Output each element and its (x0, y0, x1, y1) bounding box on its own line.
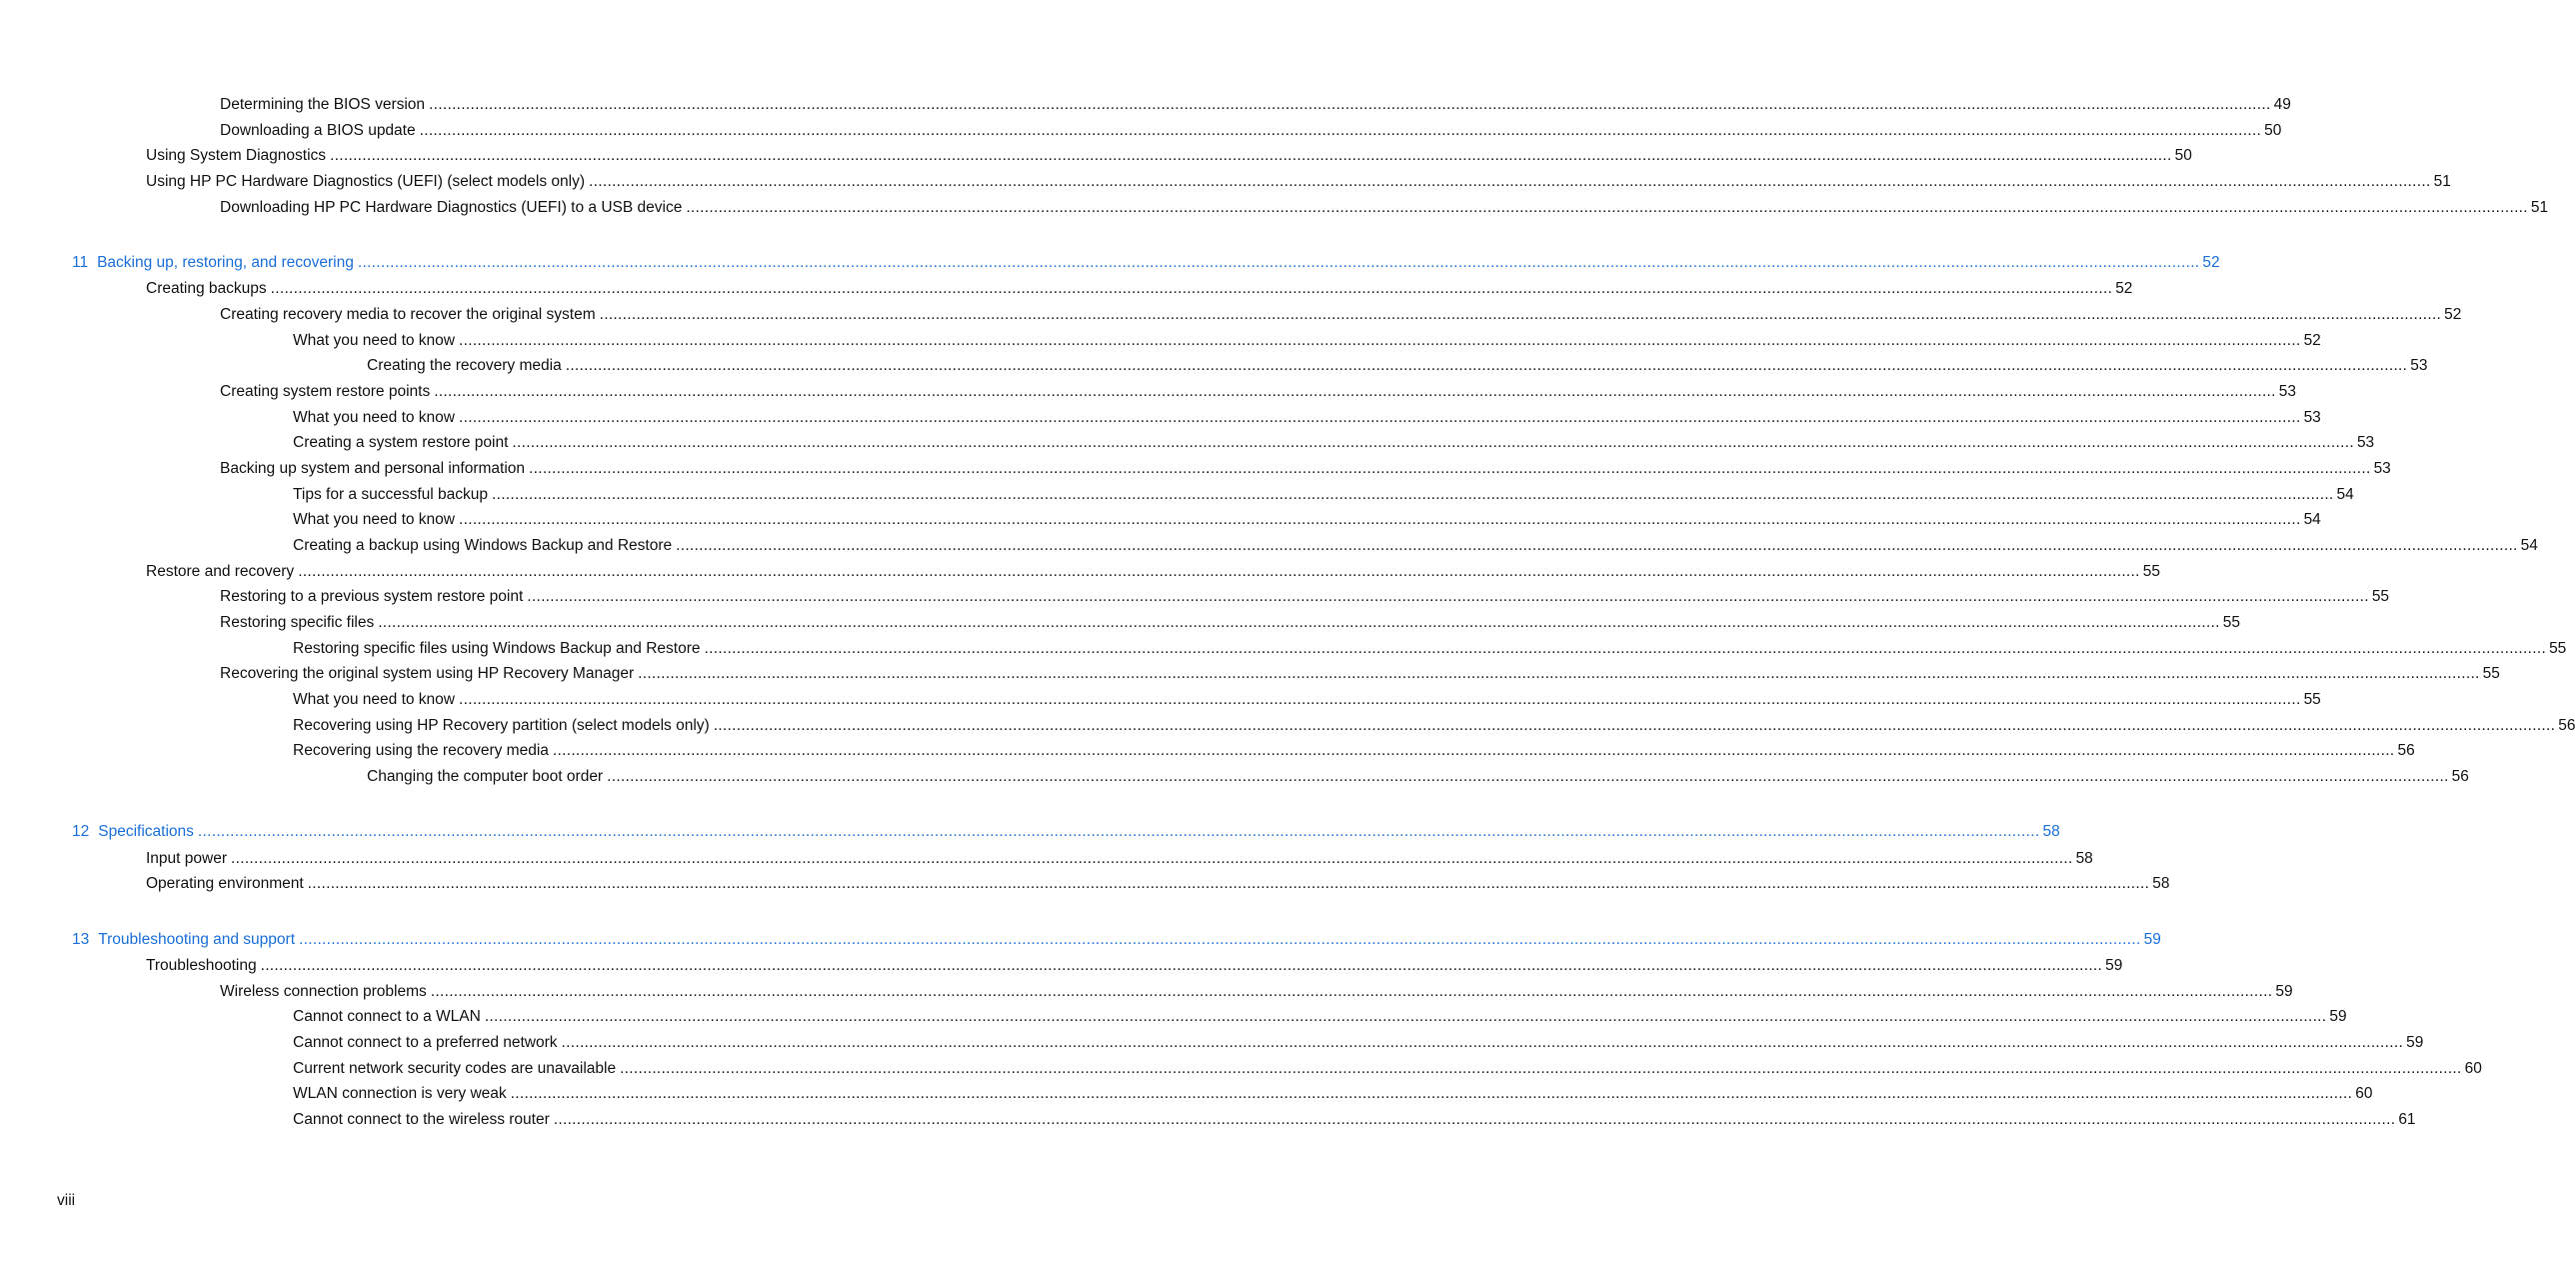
toc-entry[interactable] (220, 382, 2297, 402)
toc-entry-text: Changing the computer boot order (367, 768, 604, 785)
toc-entry[interactable] (146, 172, 2451, 192)
dot-leader: ................................................................................................................................................................................................................................................................................................................................................................................................................ (378, 614, 2220, 631)
toc-entry-text: Cannot connect to a preferred network (293, 1034, 558, 1051)
dot-leader: ................................................................................................................................................................................................................................................................................................................................................................................................................ (429, 96, 2271, 113)
dot-leader: ................................................................................................................................................................................................................................................................................................................................................................................................................ (565, 357, 2408, 374)
toc-entry[interactable] (293, 1059, 2482, 1079)
toc-entry-text: Tips for a successful backup (293, 486, 488, 503)
dot-leader: ................................................................................................................................................................................................................................................................................................................................................................................................................ (704, 640, 2547, 657)
toc-page-number: 60 (2355, 1085, 2373, 1102)
dot-leader: ................................................................................................................................................................................................................................................................................................................................................................................................................ (270, 280, 2113, 297)
toc-page-number: 53 (2373, 460, 2391, 477)
toc-entry-title (293, 1033, 558, 1053)
toc-page-number: 53 (2303, 409, 2321, 426)
toc-entry-title (293, 408, 455, 428)
dot-leader: ................................................................................................................................................................................................................................................................................................................................................................................................................ (459, 511, 2301, 528)
toc-entry-text: Creating recovery media to recover the original system (220, 306, 596, 323)
toc-entry[interactable] (146, 146, 2192, 166)
toc-entry-title (220, 382, 430, 402)
dot-leader: ................................................................................................................................................................................................................................................................................................................................................................................................................ (686, 199, 2528, 216)
toc-page-number: 59 (2275, 983, 2293, 1000)
toc-page-number: 59 (2406, 1034, 2424, 1051)
toc-entry-title (367, 767, 603, 787)
toc-entry[interactable] (220, 459, 2391, 479)
dot-leader: ................................................................................................................................................................................................................................................................................................................................................................................................................ (589, 173, 2431, 190)
toc-entry-title (293, 741, 549, 761)
dot-leader: ................................................................................................................................................................................................................................................................................................................................................................................................................ (529, 460, 2371, 477)
toc-entry-title (146, 562, 294, 582)
toc-entry-title (293, 1110, 550, 1130)
toc-page-number: 52 (2115, 280, 2133, 297)
toc-entry-title (146, 146, 326, 166)
toc-entry[interactable] (293, 1084, 2373, 1104)
toc-entry[interactable] (293, 690, 2321, 710)
toc-entry-title (293, 716, 710, 736)
toc-entry-title (72, 822, 194, 842)
toc-entry-title (72, 930, 295, 950)
toc-page-number: 55 (2549, 640, 2567, 657)
dot-leader: ................................................................................................................................................................................................................................................................................................................................................................................................................ (620, 1060, 2462, 1077)
toc-page-number: 49 (2273, 96, 2291, 113)
dot-leader: ................................................................................................................................................................................................................................................................................................................................................................................................................ (430, 983, 2273, 1000)
toc-chapter-entry[interactable] (72, 822, 2060, 842)
toc-entry[interactable] (293, 741, 2415, 761)
toc-entry[interactable] (293, 716, 2576, 736)
toc-entry-title (293, 690, 455, 710)
toc-entry-title (220, 305, 596, 325)
toc-entry-text: Operating environment (146, 875, 304, 892)
toc-entry-text: Cannot connect to the wireless router (293, 1111, 550, 1128)
toc-entry-text: Restore and recovery (146, 563, 295, 580)
toc-entry-title (220, 459, 525, 479)
toc-entry[interactable] (146, 849, 2093, 869)
toc-entry-text: What you need to know (293, 332, 455, 349)
toc-page-number: 61 (2398, 1111, 2416, 1128)
toc-page-number: 56 (2397, 742, 2415, 759)
toc-page-number: 55 (2222, 614, 2241, 631)
toc-entry[interactable] (293, 639, 2567, 659)
dot-leader: ................................................................................................................................................................................................................................................................................................................................................................................................................ (197, 823, 2040, 840)
chapter-number: 12 (72, 823, 90, 840)
toc-page-number: 52 (2303, 332, 2321, 349)
toc-entry[interactable] (220, 982, 2293, 1002)
toc-entry[interactable] (146, 279, 2133, 299)
dot-leader: ................................................................................................................................................................................................................................................................................................................................................................................................................ (561, 1034, 2404, 1051)
toc-entry-title (146, 279, 267, 299)
toc-entry-text: Restoring specific files using Windows Backup and Restore (293, 640, 701, 657)
toc-entry-title (293, 485, 488, 505)
toc-entry-title (220, 198, 682, 218)
toc-chapter-entry[interactable] (72, 930, 2161, 950)
toc-entry[interactable] (220, 95, 2291, 115)
toc-page-number: 50 (2174, 147, 2192, 164)
toc-entry-text: Troubleshooting (146, 957, 257, 974)
dot-leader: ................................................................................................................................................................................................................................................................................................................................................................................................................ (607, 768, 2449, 785)
toc-entry-title (146, 849, 227, 869)
toc-entry[interactable] (220, 305, 2462, 325)
dot-leader: ................................................................................................................................................................................................................................................................................................................................................................................................................ (676, 537, 2518, 554)
toc-entry[interactable] (220, 664, 2500, 684)
toc-entry-text: Using HP PC Hardware Diagnostics (UEFI) (select models only) (146, 173, 586, 190)
toc-entry[interactable] (293, 1007, 2347, 1027)
toc-entry[interactable] (293, 485, 2354, 505)
toc-entry-text: Using System Diagnostics (146, 147, 327, 164)
toc-entry-text: What you need to know (293, 409, 455, 426)
toc-page-number: 52 (2202, 254, 2220, 271)
toc-entry-text: Restoring to a previous system restore point (220, 588, 524, 605)
chapter-number: 13 (72, 931, 90, 948)
toc-entry[interactable] (146, 874, 2170, 894)
toc-entry-text: Creating the recovery media (367, 357, 562, 374)
toc-entry-title (293, 433, 508, 453)
toc-entry-text: What you need to know (293, 511, 455, 528)
toc-page-number: 56 (2451, 768, 2469, 785)
toc-entry-text: Cannot connect to a WLAN (293, 1008, 481, 1025)
toc-entry-text: Troubleshooting and support (98, 931, 296, 948)
dot-leader: ................................................................................................................................................................................................................................................................................................................................................................................................................ (459, 332, 2301, 349)
toc-page-number: 59 (2143, 931, 2161, 948)
toc-page-number: 51 (2433, 173, 2451, 190)
toc-entry-title (293, 1007, 481, 1027)
toc-entry[interactable] (220, 587, 2390, 607)
toc-entry[interactable] (293, 1110, 2416, 1130)
dot-leader: ................................................................................................................................................................................................................................................................................................................................................................................................................ (231, 850, 2073, 867)
toc-page-number: 59 (2105, 957, 2123, 974)
toc-page-number: 52 (2444, 306, 2462, 323)
toc-page-number: 58 (2152, 875, 2170, 892)
toc-entry-title (220, 121, 416, 141)
toc-entry-text: Creating system restore points (220, 383, 431, 400)
toc-entry-title (367, 356, 562, 376)
toc-page-number: 59 (2329, 1008, 2347, 1025)
dot-leader: ................................................................................................................................................................................................................................................................................................................................................................................................................ (510, 1085, 2353, 1102)
toc-page-number: 55 (2482, 665, 2500, 682)
toc-entry-text: Recovering using the recovery media (293, 742, 549, 759)
toc-entry[interactable] (220, 198, 2549, 218)
toc-entry-title (220, 664, 634, 684)
dot-leader: ................................................................................................................................................................................................................................................................................................................................................................................................................ (553, 1111, 2396, 1128)
dot-leader: ................................................................................................................................................................................................................................................................................................................................................................................................................ (491, 486, 2334, 503)
toc-entry-text: Downloading HP PC Hardware Diagnostics (UEFI) to a USB device (220, 199, 683, 216)
toc-entry-title (72, 253, 354, 273)
page-number: viii (57, 1192, 76, 1209)
toc-page-number: 54 (2336, 486, 2354, 503)
toc-page-number: 60 (2464, 1060, 2482, 1077)
toc-page-number: 53 (2356, 434, 2375, 451)
toc-entry-text: Current network security codes are unavailable (293, 1060, 617, 1077)
toc-page-number: 56 (2558, 717, 2576, 734)
dot-leader: ................................................................................................................................................................................................................................................................................................................................................................................................................ (638, 665, 2480, 682)
dot-leader: ................................................................................................................................................................................................................................................................................................................................................................................................................ (307, 875, 2150, 892)
dot-leader: ................................................................................................................................................................................................................................................................................................................................................................................................................ (260, 957, 2103, 974)
dot-leader: ................................................................................................................................................................................................................................................................................................................................................................................................................ (713, 717, 2556, 734)
dot-leader: ................................................................................................................................................................................................................................................................................................................................................................................................................ (484, 1008, 2327, 1025)
toc-entry[interactable] (293, 433, 2375, 453)
toc-entry[interactable] (293, 536, 2538, 556)
dot-leader: ................................................................................................................................................................................................................................................................................................................................................................................................................ (512, 434, 2354, 451)
toc-page-number: 55 (2371, 588, 2390, 605)
toc-entry[interactable] (146, 562, 2160, 582)
toc-entry-text: Recovering the original system using HP Recovery Manager (220, 665, 635, 682)
dot-leader: ................................................................................................................................................................................................................................................................................................................................................................................................................ (419, 122, 2262, 139)
toc-entry[interactable] (293, 408, 2321, 428)
toc-entry-text: Backing up, restoring, and recovering (97, 254, 354, 271)
toc-entry[interactable] (293, 510, 2321, 530)
toc-entry-title (220, 982, 427, 1002)
toc-page-number: 54 (2520, 537, 2538, 554)
dot-leader: ................................................................................................................................................................................................................................................................................................................................................................................................................ (599, 306, 2442, 323)
toc-entry-text: Creating a system restore point (293, 434, 509, 451)
dot-leader: ................................................................................................................................................................................................................................................................................................................................................................................................................ (459, 409, 2301, 426)
toc-page-number: 51 (2530, 199, 2549, 216)
toc-entry-title (293, 536, 672, 556)
toc-entry[interactable] (146, 956, 2123, 976)
toc-entry-text: Backing up system and personal information (220, 460, 525, 477)
toc-entry-text: Specifications (98, 823, 194, 840)
toc-entry-text: What you need to know (293, 691, 455, 708)
toc-page-number: 58 (2042, 823, 2060, 840)
dot-leader: ................................................................................................................................................................................................................................................................................................................................................................................................................ (330, 147, 2172, 164)
toc-page-number: 55 (2303, 691, 2321, 708)
toc-entry-title (220, 613, 374, 633)
toc-entry-text: Restoring specific files (220, 614, 375, 631)
toc-entry-title (146, 874, 304, 894)
toc-entry[interactable] (293, 331, 2321, 351)
toc-entry-title (293, 639, 701, 659)
toc-entry-title (293, 1059, 616, 1079)
toc-entry-text: Downloading a BIOS update (220, 122, 416, 139)
toc-entry-title (220, 95, 425, 115)
chapter-number: 11 (72, 254, 89, 271)
dot-leader: ................................................................................................................................................................................................................................................................................................................................................................................................................ (299, 931, 2141, 948)
toc-entry-title (293, 1084, 507, 1104)
toc-entry[interactable] (220, 613, 2241, 633)
toc-page-number: 50 (2264, 122, 2282, 139)
toc-entry[interactable] (367, 767, 2469, 787)
toc-entry-text: Creating backups (146, 280, 267, 297)
toc-page-number: 54 (2303, 511, 2321, 528)
toc-entry[interactable] (367, 356, 2428, 376)
toc-entry[interactable] (220, 121, 2282, 141)
toc-entry-text: Input power (146, 850, 227, 867)
toc-entry-text: Creating a backup using Windows Backup and Restore (293, 537, 673, 554)
toc-page-number: 53 (2278, 383, 2297, 400)
toc-page-number: 58 (2075, 850, 2093, 867)
toc-page-number: 55 (2142, 563, 2160, 580)
toc-entry-title (220, 587, 523, 607)
toc-chapter-entry[interactable] (72, 253, 2220, 273)
toc-entry-title (293, 331, 455, 351)
toc-entry-text: WLAN connection is very weak (293, 1085, 507, 1102)
dot-leader: ................................................................................................................................................................................................................................................................................................................................................................................................................ (357, 254, 2200, 271)
dot-leader: ................................................................................................................................................................................................................................................................................................................................................................................................................ (527, 588, 2369, 605)
toc-entry[interactable] (293, 1033, 2424, 1053)
toc-entry-title (146, 172, 585, 192)
dot-leader: ................................................................................................................................................................................................................................................................................................................................................................................................................ (298, 563, 2140, 580)
dot-leader: ................................................................................................................................................................................................................................................................................................................................................................................................................ (434, 383, 2276, 400)
dot-leader: ................................................................................................................................................................................................................................................................................................................................................................................................................ (459, 691, 2301, 708)
toc-entry-title (146, 956, 257, 976)
toc-entry-title (293, 510, 455, 530)
toc-entry-text: Recovering using HP Recovery partition (select models only) (293, 717, 710, 734)
dot-leader: ................................................................................................................................................................................................................................................................................................................................................................................................................ (552, 742, 2395, 759)
toc-page-number: 53 (2410, 357, 2428, 374)
toc-entry-text: Determining the BIOS version (220, 96, 426, 113)
toc-entry-text: Wireless connection problems (220, 983, 427, 1000)
